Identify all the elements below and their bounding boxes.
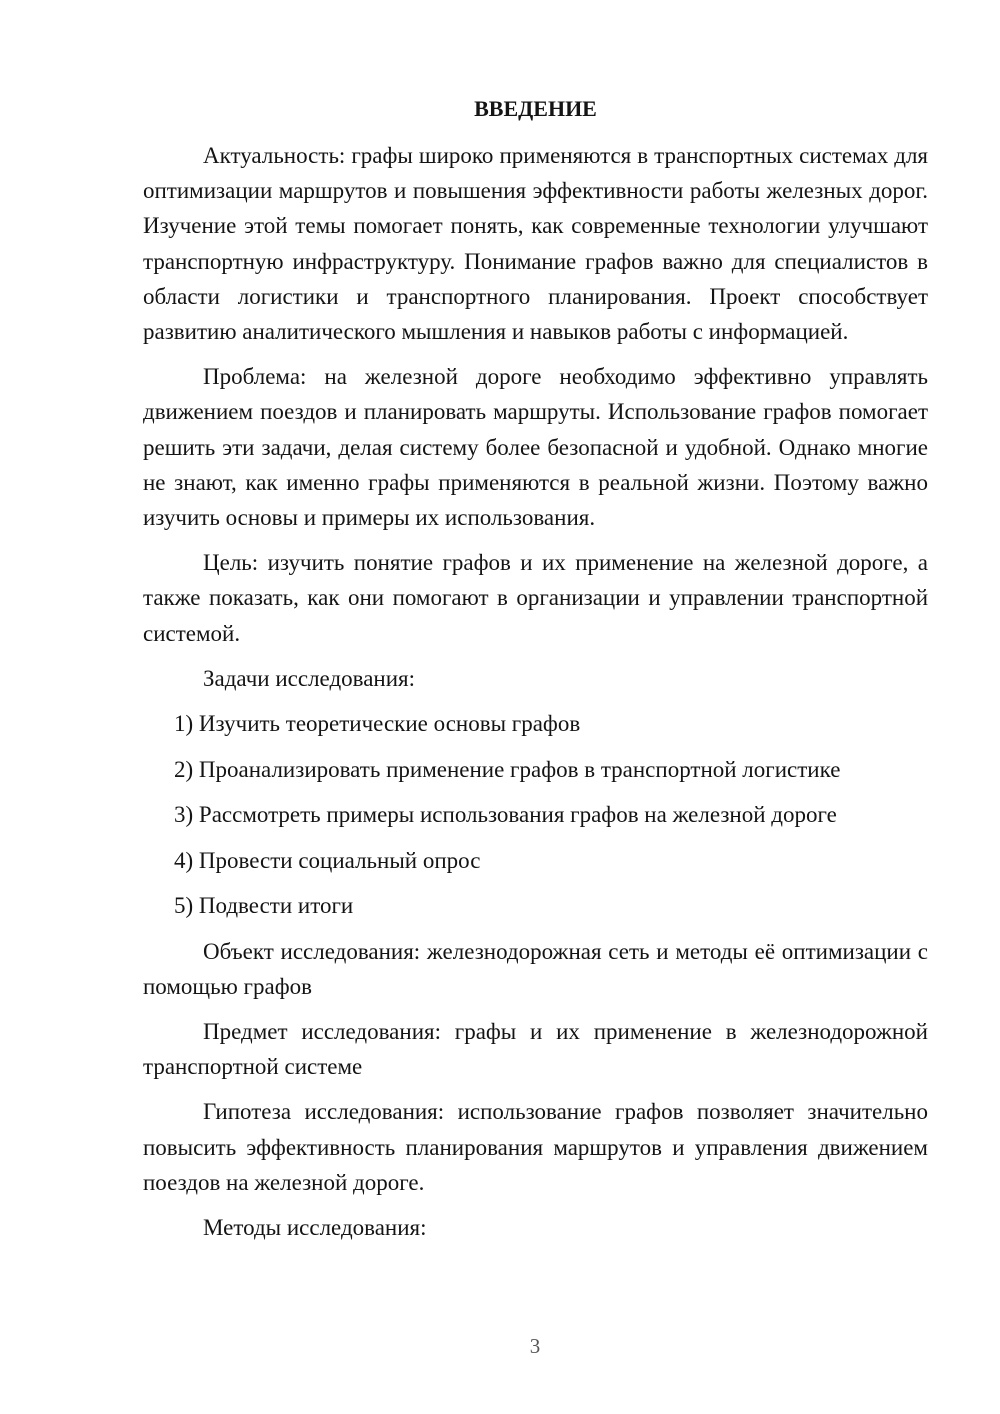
tasks-heading: Задачи исследования:	[203, 665, 416, 691]
list-item: 2) Проанализировать применение графов в транспортной логистике	[174, 756, 841, 782]
page-title: ВВЕДЕНИЕ	[474, 96, 597, 121]
paragraph-hypothesis: Гипотеза исследования: использование графов позволяет значительно повысить эффективность планирования маршрутов и управления движением поездов на железной дороге.	[143, 1099, 928, 1195]
tasks-list	[143, 706, 928, 923]
list-item: 5) Подвести итоги	[174, 893, 354, 919]
page-number: 3	[529, 1334, 541, 1358]
paragraph-goal: Цель: изучить понятие графов и их применение на железной дороге, а также показать, как они помогают в организации и управлении транспортной системой.	[143, 550, 928, 646]
list-item: 3) Рассмотреть примеры использования графов на железной дороге	[174, 802, 837, 828]
methods-heading: Методы исследования:	[203, 1214, 427, 1240]
paragraph-object: Объект исследования: железнодорожная сеть и методы её оптимизации с помощью графов	[143, 938, 928, 999]
paragraph-problem: Проблема: на железной дороге необходимо эффективно управлять движением поездов и планировать маршруты. Использование графов помогает решить эти задачи, делая систему более безопасной и удобной. Однако многие не знают, как именно графы применяются в реальной жизни. Поэтому важно изучить основы и примеры их использования.	[143, 364, 928, 531]
paragraph-actuality: Актуальность: графы широко применяются в транспортных системах для оптимизации маршрутов и повышения эффективности работы железных дорог. Изучение этой темы помогает понять, как современные технологии улучшают транспортную инфраструктуру. Понимание графов важно для специалистов в области логистики и транспортного планирования. Проект способствует развитию аналитического мышления и навыков работы с информацией.	[143, 143, 928, 345]
list-item: 4) Провести социальный опрос	[174, 847, 481, 873]
paragraph-subject: Предмет исследования: графы и их применение в железнодорожной транспортной системе	[143, 1018, 928, 1080]
page-content	[143, 91, 928, 1255]
list-item: 1) Изучить теоретические основы графов	[174, 711, 581, 737]
